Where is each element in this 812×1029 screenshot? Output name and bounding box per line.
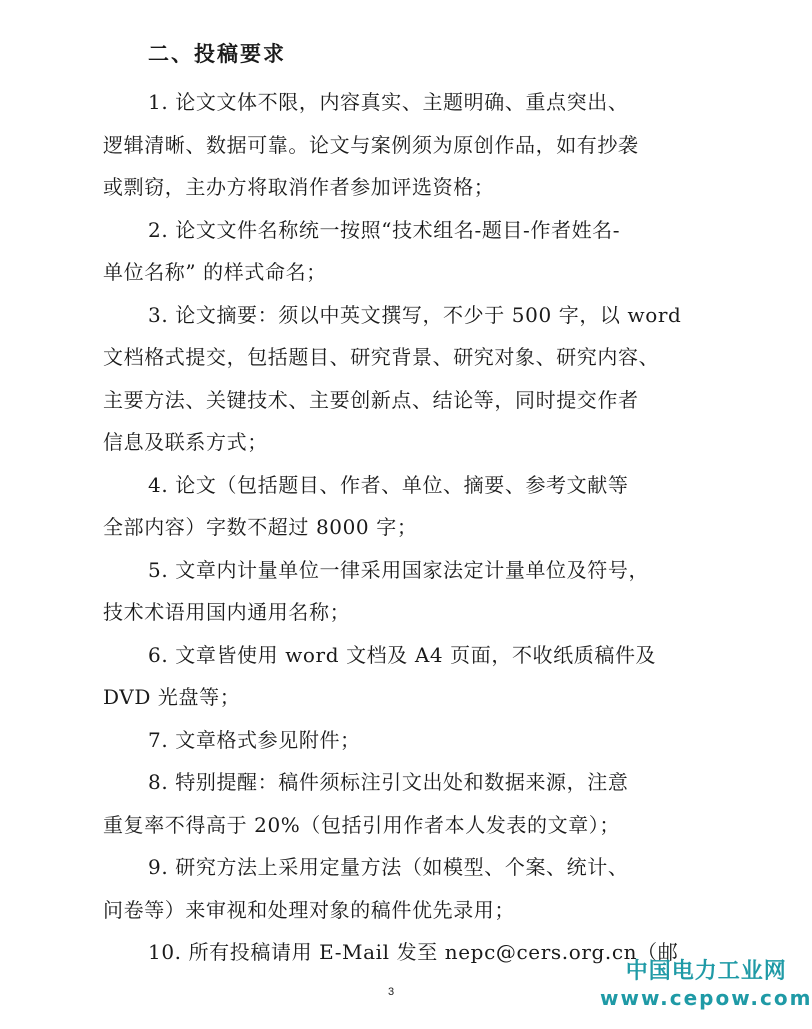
body-line: 主要方法、关键技术、主要创新点、结论等，同时提交作者 xyxy=(103,388,639,412)
body-line: 5. 文章内计量单位一律采用国家法定计量单位及符号， xyxy=(148,558,650,582)
body-line: 文档格式提交，包括题目、研究背景、研究对象、研究内容、 xyxy=(103,345,660,369)
body-line: 6. 文章皆使用 word 文档及 A4 页面，不收纸质稿件及 xyxy=(148,643,657,667)
body-line: 问卷等）来审视和处理对象的稿件优先录用； xyxy=(103,898,515,922)
body-line: 全部内容）字数不超过 8000 字； xyxy=(103,515,418,539)
watermark-name: 中国电力工业网 xyxy=(625,959,787,984)
watermark-url: www.cepow.com xyxy=(600,986,812,1010)
body-line: 单位名称” 的样式命名； xyxy=(103,260,327,284)
body-line: 9. 研究方法上采用定量方法（如模型、个案、统计、 xyxy=(148,855,629,879)
body-line: 信息及联系方式； xyxy=(103,430,268,454)
body-line: DVD 光盘等； xyxy=(103,685,241,709)
body-line: 2. 论文文件名称统一按照“技术组名-题目-作者姓名- xyxy=(148,218,621,242)
body-line: 或剽窃，主办方将取消作者参加评选资格； xyxy=(103,175,495,199)
body-line: 8. 特别提醒：稿件须标注引文出处和数据来源，注意 xyxy=(148,770,629,794)
body-line: 1. 论文文体不限，内容真实、主题明确、重点突出、 xyxy=(148,90,629,114)
body-line: 10. 所有投稿请用 E-Mail 发至 nepc@cers.org.cn（邮 xyxy=(148,940,679,964)
body-line: 4. 论文（包括题目、作者、单位、摘要、参考文献等 xyxy=(148,473,629,497)
site-watermark xyxy=(600,958,812,1010)
page-number: 3 xyxy=(388,986,395,998)
body-line: 3. 论文摘要：须以中英文撰写，不少于 500 字，以 word xyxy=(148,303,682,327)
body-line: 重复率不得高于 20%（包括引用作者本人发表的文章）； xyxy=(103,813,621,837)
body-line: 逻辑清晰、数据可靠。论文与案例须为原创作品，如有抄袭 xyxy=(103,133,639,157)
body-line: 技术术语用国内通用名称； xyxy=(103,600,351,624)
section-heading: 二、投稿要求 xyxy=(148,42,286,66)
body-line: 7. 文章格式参见附件； xyxy=(148,728,361,752)
